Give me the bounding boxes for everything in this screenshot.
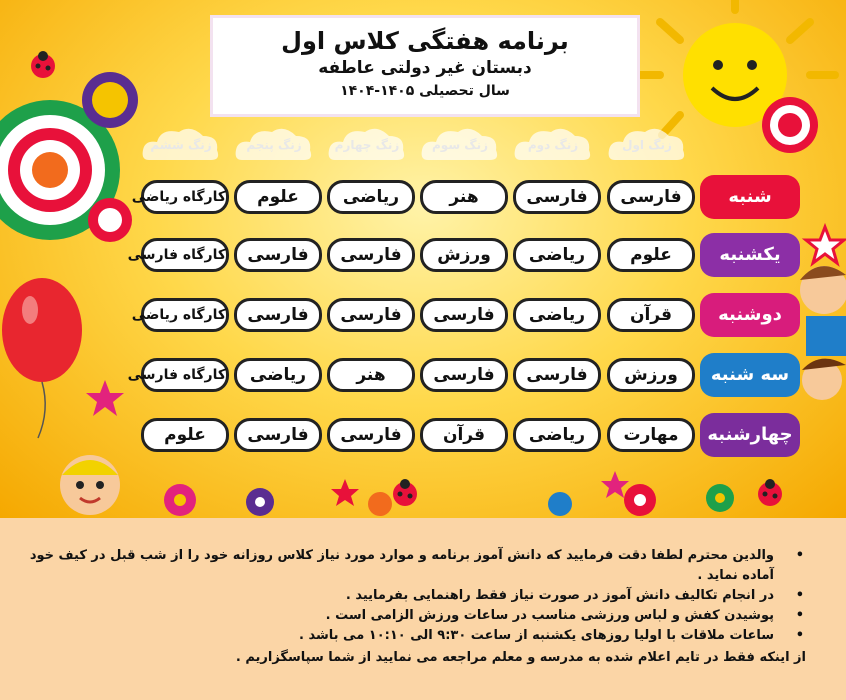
class-cell: ریاضی — [234, 358, 322, 392]
class-cell: فارسی — [234, 298, 322, 332]
note-item: • ساعات ملاقات با اولیا روزهای یکشنبه از ساعت ۹:۳۰ الی ۱۰:۱۰ می باشد . — [16, 626, 806, 646]
period-header: زنگ اول — [607, 126, 687, 164]
note-item: • پوشیدن کفش و لباس ورزشی مناسب در ساعات ورزش الزامی است . — [16, 606, 806, 626]
class-cell: فارسی — [513, 358, 601, 392]
class-cell: فارسی — [234, 418, 322, 452]
class-cell: کارگاه ریاضی — [141, 180, 229, 214]
ladybug-icon — [28, 50, 58, 80]
class-cell: فارسی — [420, 298, 508, 332]
notes-list — [16, 546, 806, 646]
period-header-row — [0, 126, 846, 170]
period-header: زنگ دوم — [513, 126, 593, 164]
class-cell: فارسی — [327, 238, 415, 272]
class-cell: ورزش — [607, 358, 695, 392]
class-cell: قرآن — [607, 298, 695, 332]
period-header: زنگ چهارم — [327, 126, 407, 164]
class-cell: علوم — [607, 238, 695, 272]
class-cell: علوم — [234, 180, 322, 214]
kid-face-icon — [50, 440, 130, 518]
class-cell: ریاضی — [513, 238, 601, 272]
class-cell: فارسی — [234, 238, 322, 272]
title-box — [213, 18, 637, 114]
class-cell: ریاضی — [513, 418, 601, 452]
class-cell: فارسی — [607, 180, 695, 214]
kid-figure-icon — [790, 250, 846, 420]
class-cell: فارسی — [327, 418, 415, 452]
period-header: زنگ سوم — [420, 126, 500, 164]
flowers-row-icon — [120, 470, 840, 518]
class-cell: ورزش — [420, 238, 508, 272]
balloon-icon — [0, 270, 90, 440]
class-cell: فارسی — [513, 180, 601, 214]
class-cell: هنر — [420, 180, 508, 214]
class-cell: هنر — [327, 358, 415, 392]
day-label: یکشنبه — [700, 233, 800, 277]
page-title: برنامه هفتگی کلاس اول — [281, 27, 569, 55]
note-item: • والدین محترم لطفا دقت فرمایید که دانش آموز برنامه و موارد مورد نیاز کلاس روزانه خود را از شب قبل در کیف خود آماده نماید . — [16, 546, 806, 586]
class-cell: فارسی — [327, 298, 415, 332]
class-cell: مهارت — [607, 418, 695, 452]
note-item: • در انجام تکالیف دانش آموز در صورت نیاز فقط راهنمایی بفرمایید . — [16, 586, 806, 606]
day-label: دوشنبه — [700, 293, 800, 337]
class-cell: ریاضی — [513, 298, 601, 332]
pink-star-icon — [85, 378, 125, 418]
school-year: سال تحصیلی ۱۴۰۵-۱۴۰۴ — [340, 83, 510, 99]
class-cell: کارگاه ریاضی — [141, 298, 229, 332]
period-header: زنگ پنجم — [234, 126, 314, 164]
school-name: دبستان غیر دولتی عاطفه — [318, 58, 532, 78]
closing-note: از اینکه فقط در تایم اعلام شده به مدرسه و معلم مراجعه می نمایید از شما سپاسگزاریم . — [235, 650, 806, 665]
class-cell: فارسی — [420, 358, 508, 392]
class-cell: کارگاه فارسی — [141, 358, 229, 392]
day-label: سه شنبه — [700, 353, 800, 397]
notes-panel — [0, 518, 846, 700]
class-cell: قرآن — [420, 418, 508, 452]
class-cell: ریاضی — [327, 180, 415, 214]
class-cell: علوم — [141, 418, 229, 452]
day-label: شنبه — [700, 175, 800, 219]
period-header: زنگ ششم — [141, 126, 221, 164]
class-cell: کارگاه فارسی — [141, 238, 229, 272]
day-label: چهارشنبه — [700, 413, 800, 457]
